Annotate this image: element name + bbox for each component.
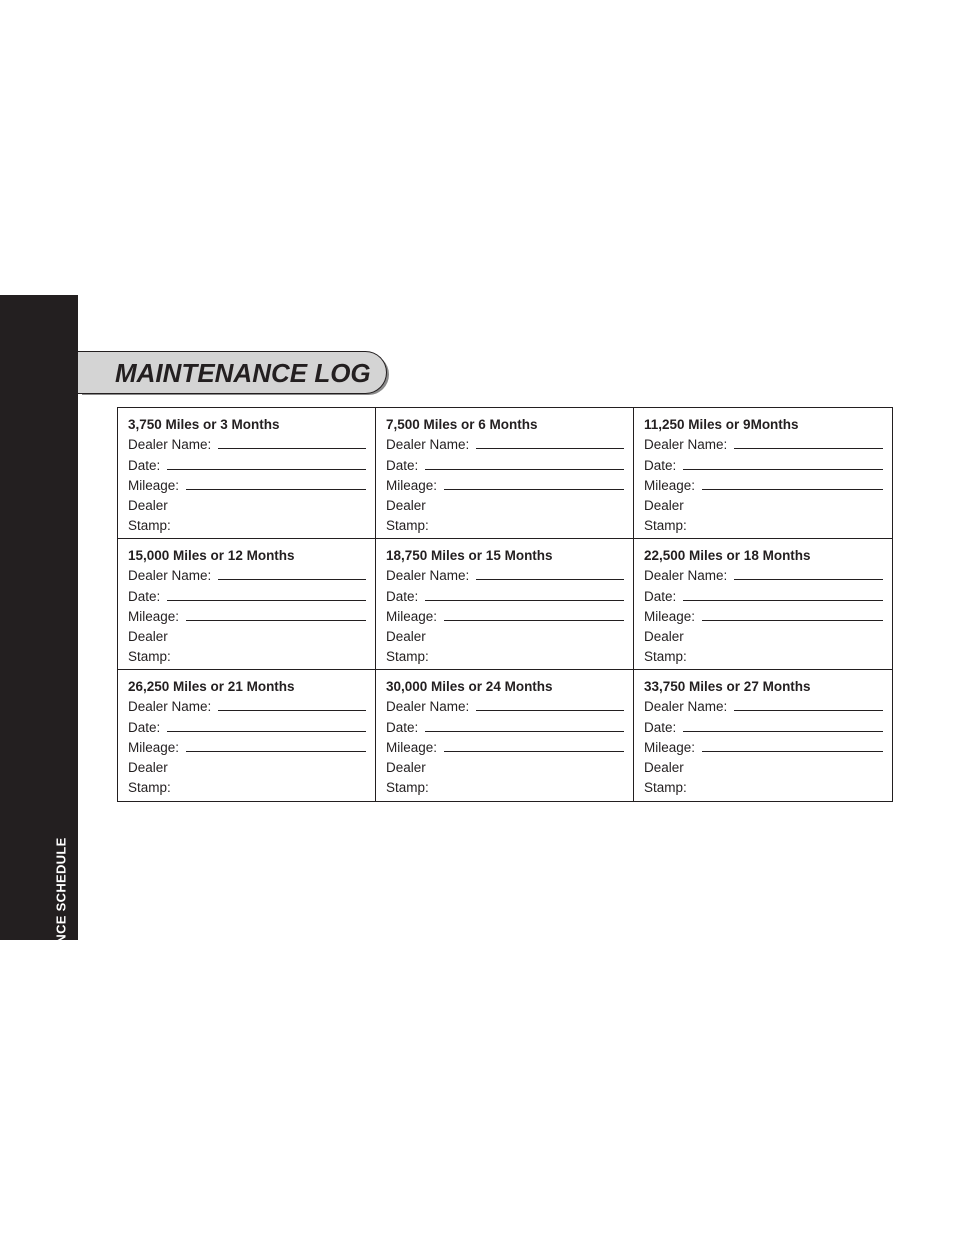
mileage-row [386,738,624,758]
date-label: Date: [386,588,419,604]
mileage-row [644,476,883,496]
mileage-label: Mileage: [386,477,438,493]
mileage-field[interactable] [444,741,624,752]
log-entry-cell-5 [376,539,634,670]
dealer-name-field[interactable] [734,700,883,711]
mileage-field[interactable] [702,610,883,621]
date-label: Date: [128,457,161,473]
log-entry-cell-2 [376,408,634,539]
log-entry-cell-3 [634,408,892,539]
date-field[interactable] [167,590,366,601]
dealer-label: Dealer [386,498,426,514]
dealer-label: Dealer [644,629,684,645]
stamp-label: Stamp: [644,518,687,534]
interval-heading: 33,750 Miles or 27 Months [644,679,811,694]
date-row [644,718,883,738]
dealer-name-label: Dealer Name: [386,568,470,584]
date-field[interactable] [167,459,366,470]
log-entry-cell-7 [118,670,376,801]
date-field[interactable] [425,459,624,470]
dealer-name-label: Dealer Name: [128,437,212,453]
mileage-row [128,607,366,627]
date-field[interactable] [425,721,624,732]
date-label: Date: [644,588,677,604]
date-label: Date: [644,457,677,473]
dealer-name-label: Dealer Name: [386,437,470,453]
mileage-field[interactable] [444,610,624,621]
dealer-name-label: Dealer Name: [644,437,728,453]
date-label: Date: [644,719,677,735]
date-row [386,718,624,738]
log-entry-cell-8 [376,670,634,801]
dealer-label: Dealer [128,498,168,514]
mileage-row [128,476,366,496]
stamp-label: Stamp: [128,518,171,534]
date-row [386,587,624,607]
dealer-name-label: Dealer Name: [128,568,212,584]
mileage-label: Mileage: [128,739,180,755]
dealer-label: Dealer [386,629,426,645]
dealer-name-field[interactable] [218,700,366,711]
mileage-label: Mileage: [644,739,696,755]
interval-heading: 18,750 Miles or 15 Months [386,548,553,563]
dealer-name-label: Dealer Name: [386,699,470,715]
dealer-name-field[interactable] [218,438,366,449]
section-title: MAINTENANCE SCHEDULE [53,837,69,1015]
mileage-label: Mileage: [128,608,180,624]
log-entry-cell-6 [634,539,892,670]
stamp-label: Stamp: [386,649,429,665]
dealer-name-row [128,566,366,586]
mileage-field[interactable] [702,741,883,752]
interval-heading: 7,500 Miles or 6 Months [386,417,538,432]
dealer-name-field[interactable] [218,569,366,580]
mileage-field[interactable] [186,741,366,752]
dealer-name-field[interactable] [476,438,624,449]
log-entry-cell-9 [634,670,892,801]
stamp-label: Stamp: [128,649,171,665]
mileage-field[interactable] [702,479,883,490]
mileage-row [386,476,624,496]
dealer-name-row [644,697,883,717]
page-number: 54 [52,1165,67,1180]
date-label: Date: [386,719,419,735]
dealer-label: Dealer [128,629,168,645]
interval-heading: 30,000 Miles or 24 Months [386,679,553,694]
date-row [128,456,366,476]
mileage-field[interactable] [444,479,624,490]
dealer-name-label: Dealer Name: [644,699,728,715]
dealer-name-row [386,697,624,717]
dealer-name-row [128,697,366,717]
interval-heading: 11,250 Miles or 9Months [644,417,799,432]
date-label: Date: [128,719,161,735]
date-field[interactable] [683,721,883,732]
interval-heading: 26,250 Miles or 21 Months [128,679,295,694]
dealer-label: Dealer [128,760,168,776]
date-row [128,718,366,738]
dealer-name-row [644,566,883,586]
dealer-name-field[interactable] [734,569,883,580]
side-section-tab [0,295,78,1180]
stamp-label: Stamp: [386,780,429,796]
dealer-name-row [644,435,883,455]
dealer-label: Dealer [386,760,426,776]
mileage-row [386,607,624,627]
dealer-name-field[interactable] [476,569,624,580]
dealer-name-row [128,435,366,455]
interval-heading: 15,000 Miles or 12 Months [128,548,295,563]
mileage-label: Mileage: [386,739,438,755]
date-label: Date: [386,457,419,473]
mileage-label: Mileage: [128,477,180,493]
interval-heading: 22,500 Miles or 18 Months [644,548,811,563]
date-field[interactable] [683,459,883,470]
date-field[interactable] [683,590,883,601]
dealer-name-row [386,435,624,455]
page-title: MAINTENANCE LOG [115,358,371,388]
mileage-row [644,607,883,627]
stamp-label: Stamp: [386,518,429,534]
date-row [644,587,883,607]
date-row [128,587,366,607]
mileage-label: Mileage: [386,608,438,624]
stamp-label: Stamp: [644,649,687,665]
dealer-label: Dealer [644,498,684,514]
dealer-name-row [386,566,624,586]
dealer-name-label: Dealer Name: [644,568,728,584]
stamp-label: Stamp: [644,780,687,796]
date-row [644,456,883,476]
dealer-name-field[interactable] [734,438,883,449]
dealer-label: Dealer [644,760,684,776]
maintenance-log-grid [117,407,893,802]
dealer-name-label: Dealer Name: [128,699,212,715]
stamp-label: Stamp: [128,780,171,796]
log-entry-cell-1 [118,408,376,539]
mileage-field[interactable] [186,479,366,490]
date-field[interactable] [425,590,624,601]
page-title-tab [78,351,387,394]
date-field[interactable] [167,721,366,732]
mileage-label: Mileage: [644,608,696,624]
date-row [386,456,624,476]
log-entry-cell-4 [118,539,376,670]
mileage-row [644,738,883,758]
date-label: Date: [128,588,161,604]
dealer-name-field[interactable] [476,700,624,711]
mileage-field[interactable] [186,610,366,621]
mileage-row [128,738,366,758]
interval-heading: 3,750 Miles or 3 Months [128,417,280,432]
mileage-label: Mileage: [644,477,696,493]
